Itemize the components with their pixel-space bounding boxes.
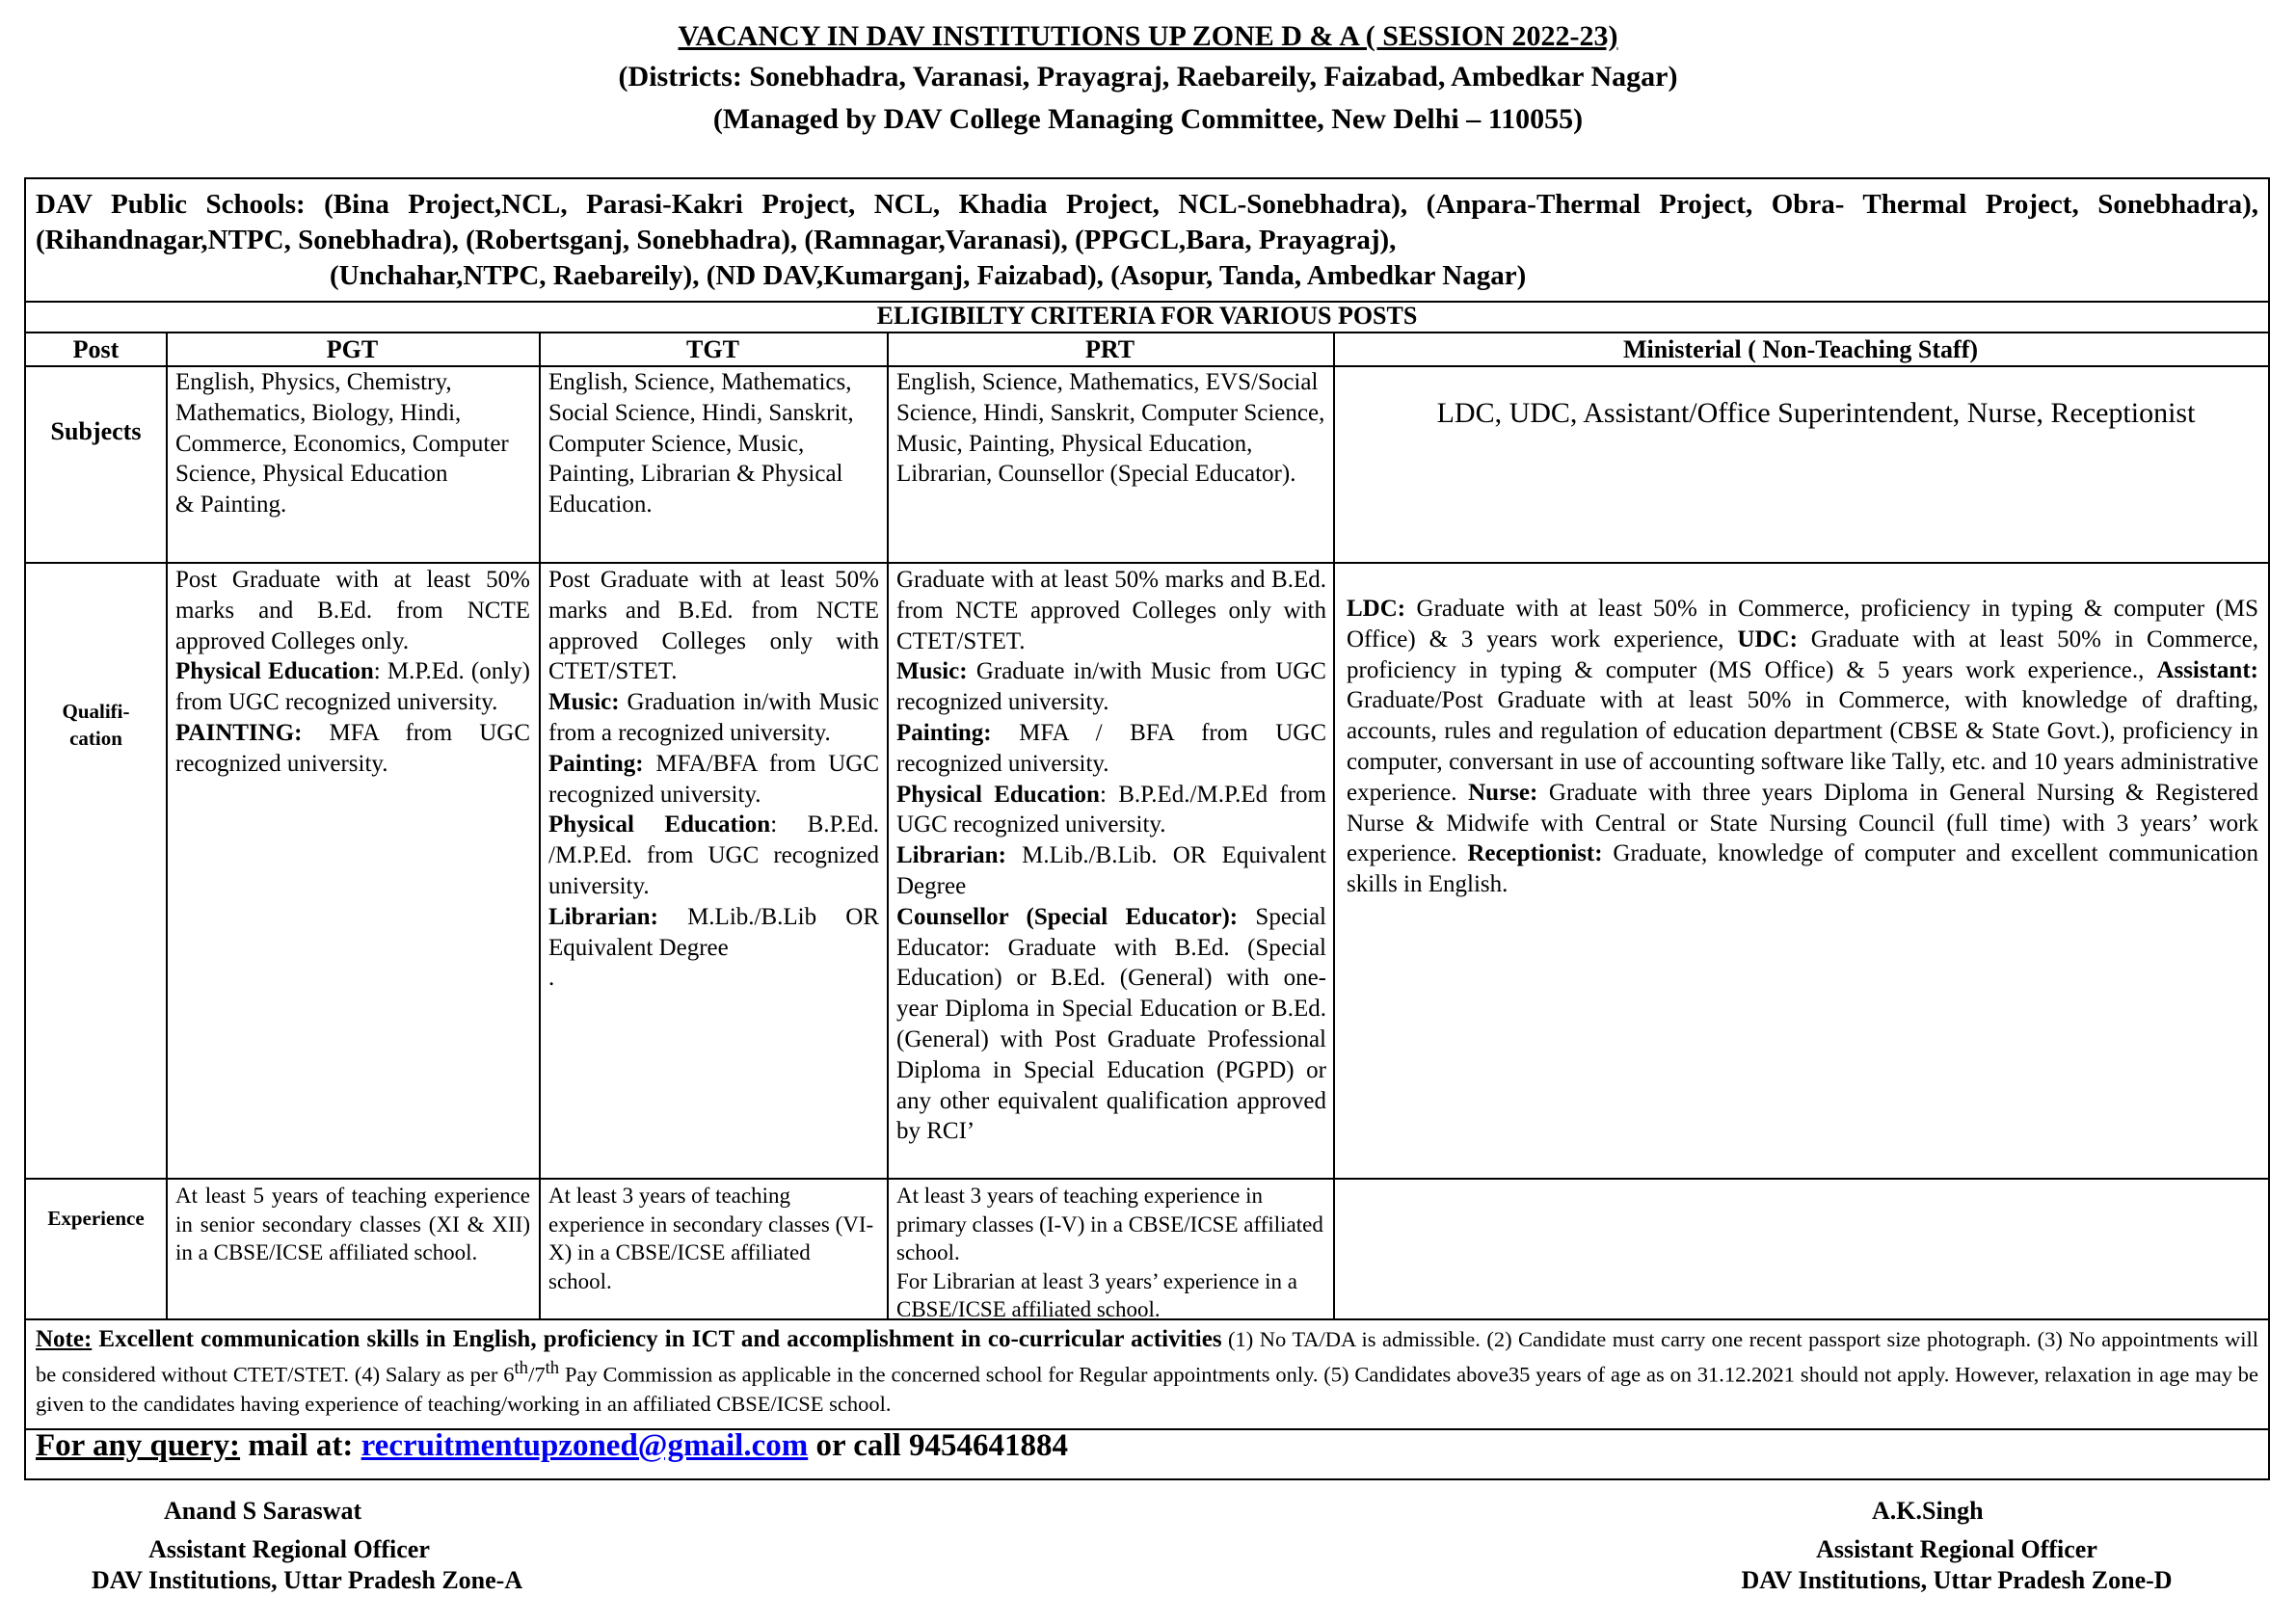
text: : B.P.Ed. /M.P.Ed. from UGC recognized university. (548, 812, 879, 899)
signatory-right-name: A.K.Singh (1872, 1497, 1984, 1525)
qual-prt-base: Graduate with at least 50% marks and B.Ed. from NCTE approved Colleges only with CTET/STET. (896, 567, 1326, 654)
rule (887, 332, 889, 1318)
qual-tgt-music (548, 687, 879, 749)
qual-tgt-dot: . (548, 965, 555, 992)
header-prt: PRT (1084, 335, 1135, 363)
receptionist-label: Receptionist: (1467, 840, 1603, 867)
assistant-label: Assistant: (2156, 656, 2258, 683)
eligibility-title: ELIGIBILTY CRITERIA FOR VARIOUS POSTS (876, 302, 1418, 330)
rule (539, 332, 541, 1318)
note-text-b: /7 (528, 1362, 546, 1387)
rule (26, 562, 2268, 564)
signatory-left-org: DAV Institutions, Uttar Pradesh Zone-A (92, 1566, 523, 1594)
label: Painting: (548, 750, 644, 777)
signatory-right-org: DAV Institutions, Uttar Pradesh Zone-D (1741, 1566, 2173, 1594)
label: Painting: (896, 719, 992, 746)
schools-line-2: (Unchahar,NTPC, Raebareily), (ND DAV,Kumarganj, Faizabad), (Asopur, Tanda, Ambedkar Nagar) (330, 260, 1527, 291)
text: MFA / BFA from UGC recognized university. (896, 719, 1326, 777)
label: Physical Education (548, 812, 771, 838)
label: Counsellor (Special Educator): (896, 903, 1239, 930)
ldc-text: Graduate with at least 50% in Commerce, proficiency in typing & computer (MS Office) & 3 years work experience, (1347, 596, 2258, 652)
udc-text: Graduate with at least 50% in Commerce, proficiency in typing & computer (MS Office) & 5 years work experience., (1347, 625, 2258, 683)
subjects-pgt: English, Physics, Chemistry, Mathematics, Biology, Hindi, Commerce, Economics, Computer Science, Physical Education & Painting. (175, 369, 509, 519)
row-label-experience: Experience (47, 1207, 145, 1230)
qual-tgt-painting (548, 749, 879, 811)
districts-line: (Districts: Sonebhadra, Varanasi, Prayagraj, Raebareily, Faizabad, Ambedkar Nagar) (618, 61, 1678, 93)
note-text-a: (1) No TA/DA is admissible. (2) Candidate must carry one recent passport size photograph. (3) No appointments will be considered without CTET/STET. (4) Salary as per 6 (36, 1327, 2259, 1387)
qualification-pgt (175, 565, 530, 780)
header-post: Post (72, 335, 120, 363)
row-label-qualification-1: Qualifi- (62, 700, 130, 723)
subjects-prt: English, Science, Mathematics, EVS/Social Science, Hindi, Sanskrit, Computer Science, Music, Painting, Physical Education, Librarian, Counsellor (Special Educator). (896, 369, 1325, 488)
document-title: VACANCY IN DAV INSTITUTIONS UP ZONE D & A ( SESSION 2022-23) (678, 20, 1618, 52)
row-label-subjects: Subjects (50, 417, 142, 445)
qual-pgt-painting (175, 718, 530, 780)
note-section (36, 1325, 2258, 1419)
note-label: Note: (36, 1326, 93, 1352)
text: MFA from UGC recognized university. (175, 719, 530, 777)
text: M.Lib./B.Lib OR Equivalent Degree (548, 903, 879, 961)
text: : M.P.Ed. (only) from UGC recognized university. (175, 658, 530, 716)
nurse-text: Graduate with three years Diploma in General Nursing & Registered Nurse & Midwife with Central or State Nursing Council (full time) with 3 years’ work experience. (1347, 779, 2258, 867)
text: Graduate in/with Music from UGC recognized university. (896, 658, 1326, 716)
label: Music: (896, 658, 968, 685)
signatory-left-name: Anand S Saraswat (164, 1497, 362, 1525)
qualification-ministerial (1347, 594, 2258, 900)
rule (26, 332, 2268, 333)
managed-by-line: (Managed by DAV College Managing Committee, New Delhi – 110055) (712, 103, 1584, 135)
query-line (36, 1426, 1068, 1465)
udc-label: UDC: (1737, 625, 1798, 652)
experience-pgt: At least 5 years of teaching experience in senior secondary classes (XI & XII) in a CBSE/ICSE affiliated school. (175, 1184, 530, 1264)
experience-prt-2: For Librarian at least 3 years’ experience in a CBSE/ICSE affiliated school. (896, 1268, 1297, 1321)
qual-tgt-librarian (548, 902, 879, 964)
qualification-prt (896, 565, 1326, 1147)
header-tgt: TGT (686, 335, 739, 363)
ldc-label: LDC: (1347, 596, 1406, 622)
label: Physical Education (175, 658, 374, 685)
qual-prt-librarian (896, 840, 1326, 902)
note-bold-text: Excellent communication skills in English, proficiency in ICT and accomplishment in co-curricular activities (92, 1326, 1222, 1352)
text: Special Educator: Graduate with B.Ed. (Special Education) or B.Ed. (General) with one-year Diploma in Special Education or B.Ed. (General) with Post Graduate Professional Diploma in Special Education (PGPD) or any other equivalent qualification approved by RCI’ (896, 903, 1326, 1145)
schools-line-1: DAV Public Schools: (Bina Project,NCL, Parasi-Kakri Project, NCL, Khadia Project, NCL-Sonebhadra), (Anpara-Thermal Project, Obra- Thermal Project, Sonebhadra), (Rihandnagar,NTPC, Sonebhadra), (Robertsganj, Sonebhadra), (Ramnagar,Varanasi), (PPGCL,Bara, Prayagraj), (36, 189, 2258, 255)
note-sup-1: th (514, 1358, 529, 1378)
text: MFA/BFA from UGC recognized university. (548, 750, 879, 808)
rule (1333, 332, 1335, 1318)
header-ministerial: Ministerial ( Non-Teaching Staff) (1622, 335, 1979, 363)
qual-prt-painting (896, 718, 1326, 780)
signatory-right-title: Assistant Regional Officer (1816, 1535, 2097, 1563)
nurse-label: Nurse: (1468, 779, 1538, 806)
experience-tgt: At least 3 years of teaching experience in secondary classes (VI-X) in a CBSE/ICSE affiliated school. (548, 1184, 874, 1293)
subjects-ministerial: LDC, UDC, Assistant/Office Superintendent, Nurse, Receptionist (1436, 397, 2196, 429)
label: Librarian: (896, 842, 1006, 869)
query-mail-text: mail at: (240, 1428, 361, 1463)
schools-list (36, 187, 2258, 294)
query-label: For any query: (36, 1428, 241, 1463)
label: Music: (548, 689, 620, 716)
qual-prt-counsellor (896, 902, 1326, 1147)
signatory-left-title: Assistant Regional Officer (148, 1535, 430, 1563)
qualification-tgt (548, 565, 879, 994)
label: Physical Education (896, 781, 1100, 808)
assistant-text: Graduate/Post Graduate with at least 50% in Commerce, with knowledge of drafting, accounts, rules and regulation of education department (CBSE & State Govt.), proficiency in computer, conversant in use of accounting software like Tally, etc. and 10 years administrative experience. (1347, 687, 2258, 806)
rule (166, 332, 168, 1318)
text: Graduation in/with Music from a recognized university. (548, 689, 879, 746)
note-sup-2: th (545, 1358, 560, 1378)
subjects-tgt: English, Science, Mathematics, Social Science, Hindi, Sanskrit, Computer Science, Music, Painting, Librarian & Physical Education. (548, 369, 854, 519)
row-label-qualification-2: cation (69, 727, 122, 750)
qual-pgt-base: Post Graduate with at least 50% marks and B.Ed. from NCTE approved Colleges only. (175, 567, 530, 654)
note-text-c: Pay Commission as applicable in the concerned school for Regular appointments only. (5) Candidates above35 years of age as on 31.12.2021 should not apply. However, relaxation in age may be given to the candidates having experience of teaching/working in an affiliated CBSE/ICSE school. (36, 1362, 2258, 1416)
qual-prt-music (896, 656, 1326, 718)
receptionist-text: Graduate, knowledge of computer and excellent communication skills in English. (1347, 840, 2258, 898)
text: M.Lib./B.Lib. OR Equivalent Degree (896, 842, 1326, 899)
row-label-qualification (26, 698, 166, 752)
experience-prt-1: At least 3 years of teaching experience in primary classes (I-V) in a CBSE/ICSE affiliated school. (896, 1184, 1323, 1264)
qual-tgt-base: Post Graduate with at least 50% marks and B.Ed. from NCTE approved Colleges only with CTET/STET. (548, 567, 879, 685)
qual-prt-pe (896, 780, 1326, 841)
label: PAINTING: (175, 719, 303, 746)
email-link[interactable]: recruitmentupzoned@gmail.com (360, 1428, 809, 1463)
qual-pgt-pe (175, 656, 530, 718)
header-pgt: PGT (326, 335, 379, 363)
label: Librarian: (548, 903, 658, 930)
qual-tgt-pe (548, 810, 879, 901)
experience-prt (896, 1182, 1326, 1324)
vacancy-box (24, 177, 2270, 1480)
query-call-text: or call 9454641884 (808, 1428, 1069, 1463)
text: : B.P.Ed./M.P.Ed from UGC recognized university. (896, 781, 1326, 838)
rule (26, 1178, 2268, 1180)
